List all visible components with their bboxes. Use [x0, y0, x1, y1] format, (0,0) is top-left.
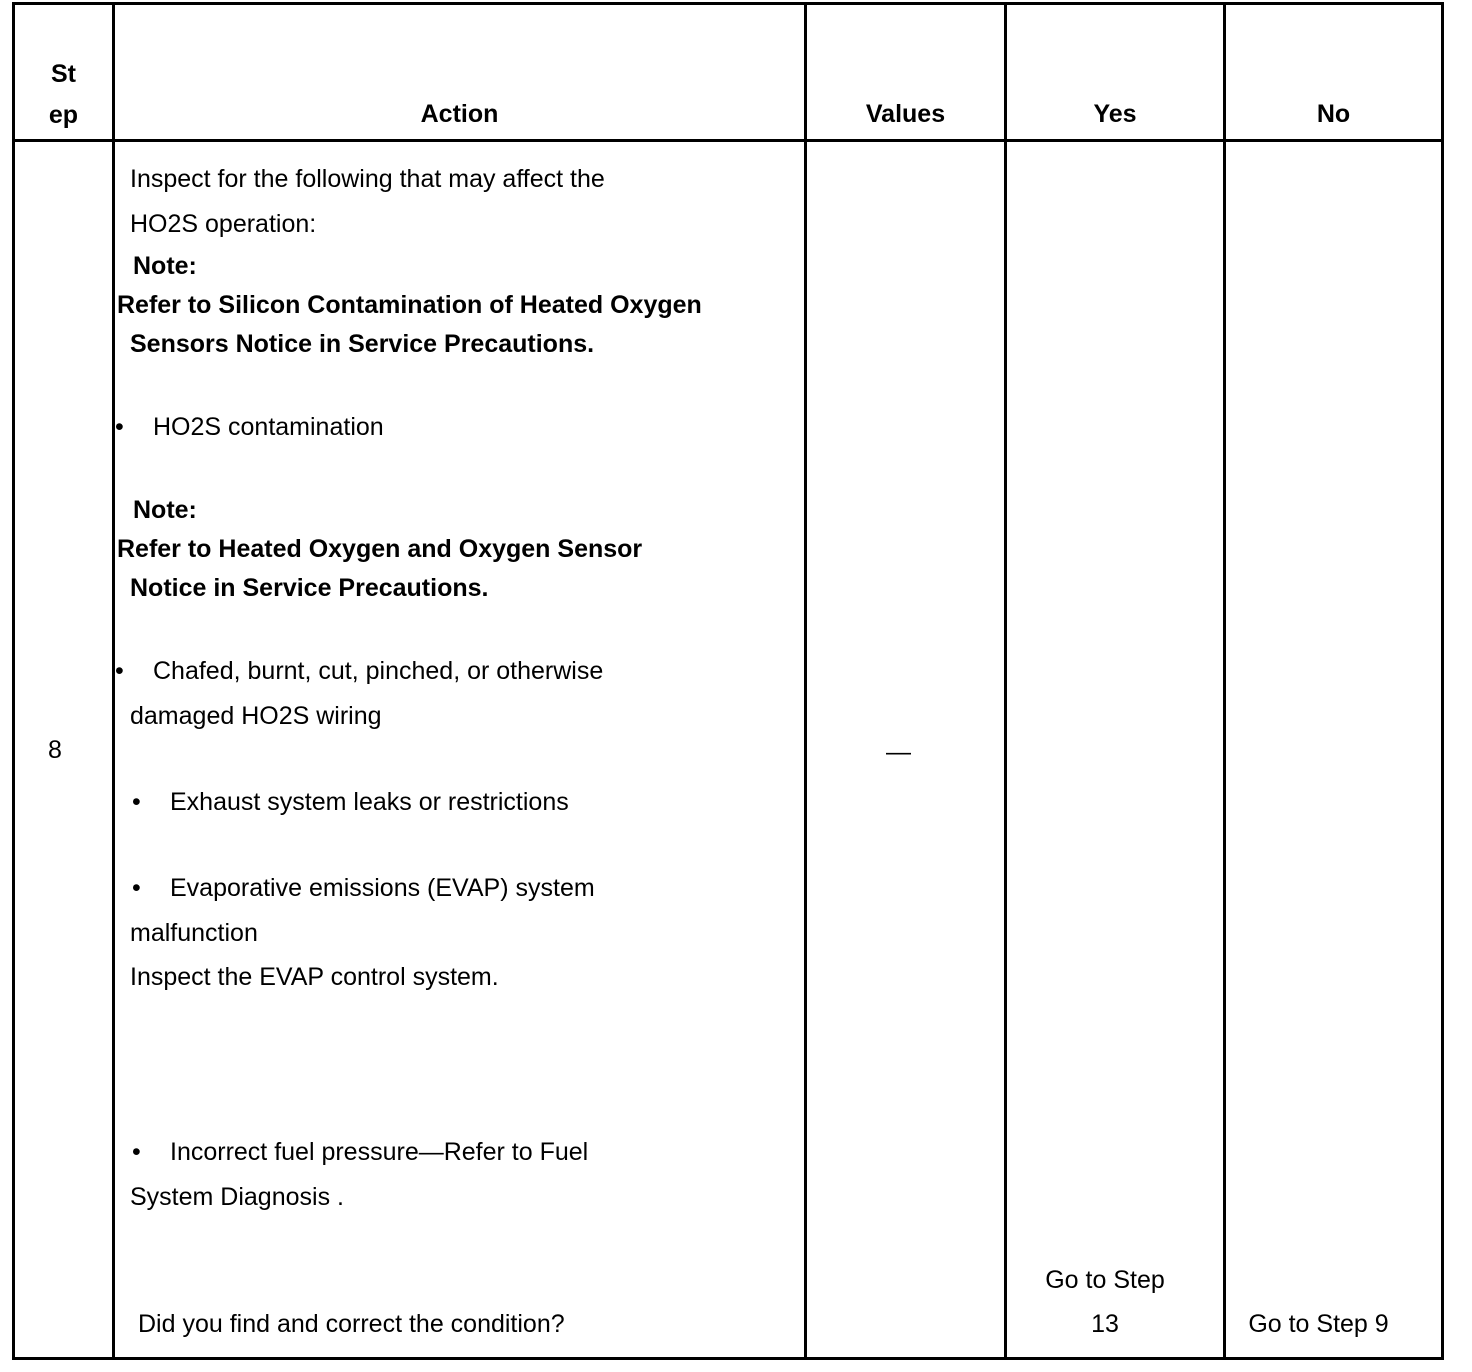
note2-label: Note: — [133, 496, 197, 524]
header-step — [15, 60, 112, 130]
header-action: Action — [420, 100, 499, 128]
bullet-1: • — [115, 413, 124, 441]
header-values: Values — [865, 100, 946, 128]
col-divider-action — [804, 2, 807, 1360]
table-border-top — [12, 2, 1444, 5]
header-no: No — [1316, 100, 1351, 128]
item-wiring-line1: Chafed, burnt, cut, pinched, or otherwise — [153, 657, 604, 685]
bullet-3: • — [132, 788, 141, 816]
item-wiring-line2: damaged HO2S wiring — [130, 702, 382, 730]
note1-line1: Refer to Silicon Contamination of Heated Oxygen — [117, 291, 702, 319]
step-number: 8 — [48, 736, 62, 764]
yes-line1: Go to Step — [1045, 1266, 1165, 1294]
header-divider — [12, 139, 1444, 142]
bullet-4: • — [132, 874, 141, 902]
action-intro-line1: Inspect for the following that may affect the — [130, 165, 605, 193]
item-evap-line1: Evaporative emissions (EVAP) system — [170, 874, 595, 902]
item-ho2s-contamination: HO2S contamination — [153, 413, 384, 441]
item-fuel-line1: Incorrect fuel pressure—Refer to Fuel — [170, 1138, 589, 1166]
no-action: Go to Step 9 — [1248, 1310, 1389, 1338]
table-border-left — [12, 2, 15, 1360]
bullet-5: • — [132, 1138, 141, 1166]
header-step-line2: ep — [48, 101, 79, 129]
item-evap-line3: Inspect the EVAP control system. — [130, 963, 499, 991]
item-evap-line2: malfunction — [130, 919, 258, 947]
action-intro-line2: HO2S operation: — [130, 210, 317, 238]
action-question: Did you find and correct the condition? — [138, 1310, 565, 1338]
note1-line2: Sensors Notice in Service Precautions. — [130, 330, 595, 358]
bullet-2: • — [115, 657, 124, 685]
values-dash: — — [886, 738, 911, 766]
table-border-bottom — [12, 1357, 1444, 1360]
table-border-right — [1441, 2, 1444, 1360]
note2-line2: Notice in Service Precautions. — [130, 574, 489, 602]
header-yes: Yes — [1093, 100, 1137, 128]
item-fuel-line2: System Diagnosis . — [130, 1183, 344, 1211]
note2-line1: Refer to Heated Oxygen and Oxygen Sensor — [117, 535, 643, 563]
item-exhaust: Exhaust system leaks or restrictions — [170, 788, 569, 816]
note1-label: Note: — [133, 252, 197, 280]
header-step-line1: St — [51, 60, 76, 88]
diagnostic-table — [12, 2, 1444, 1360]
col-divider-yes — [1223, 2, 1226, 1360]
col-divider-values — [1004, 2, 1007, 1360]
yes-line2: 13 — [1091, 1310, 1119, 1338]
